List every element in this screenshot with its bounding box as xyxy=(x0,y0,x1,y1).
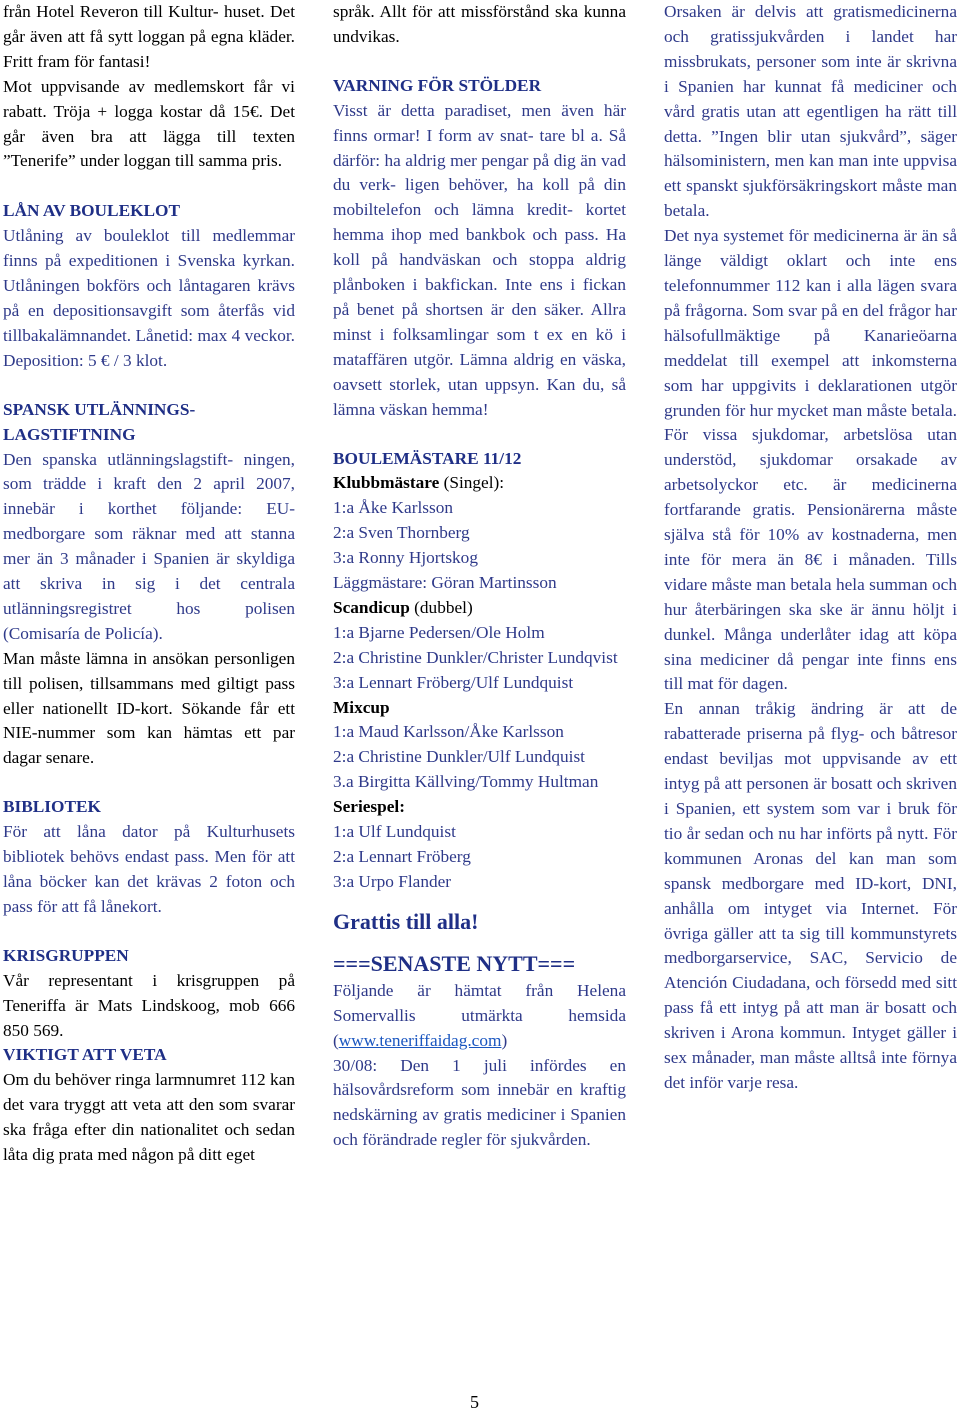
library-text: För att låna dator på Kulturhusets bibliotek behövs endast pass. Men för att låna böcker kan det krävas 2 foton och pass för att få lånekort. xyxy=(3,822,295,916)
scandi-suffix: (dubbel) xyxy=(409,597,473,617)
health-paragraph-2: Det nya systemet för medicinerna är än så länge väldigt oklart och inte ens telefonnummer 112 kan i alla lägen svara på frågorna. Som svar på en del frågor har hälsofullmäktige på Kanarieöarna meddelat till exempel att inkomsterna som har uppgivits i deklarationen utgör grunden för hur mycket man måste betala. För vissa sjukdomar, arbetslösa utan understöd, sjukdomar orsakade av arbetsolyckor etc. är medicinerna fortfarande gratis. Pensionärerna måste själva stå för 10% av kostnaderna, men inte för mera än 8€ i månaden. Tills vidare måste man betala hela summan och hur återbäringen ska ske är ännu höljt i dunkel. Många underlåter idag att köpa sina mediciner då pengar inte finns ens till mat för dagen. xyxy=(664,226,957,694)
library-heading: BIBLIOTEK xyxy=(3,797,101,817)
column-right xyxy=(664,0,957,1096)
law-text-1: Den spanska utlänningslagstift- ningen, som trädde i kraft den 2 april 2007, innebär i korthet följande: EU-medborgare som räknar med att stanna mer än 3 månader i Spanien är skyldiga att skriva in sig i det centrala utlänningsregistret hos polisen (Comisaría de Policía). xyxy=(3,449,295,643)
theft-text: Visst är detta paradiset, men även här finns ormar! I form av snat- tare bl a. Så därför: ha aldrig mer pengar på dig än vad du verk- ligen behöver, ha koll på din mobiltelefon och lämna kredit- kortet hemma ihop med bankbok och pass. Ha koll på handväskan och stoppa aldrig plånboken i bakfickan. Inte ens i fickan på benet på shortsen är den säker. Allra minst i folksamlingar som t ex en kö i mataffären utgör. Lämna aldrig en väska, oavsett storlek, utan uppsyn. Kan du, så lämna väskan hemma! xyxy=(333,100,626,419)
klubb-label: Klubbmästare xyxy=(333,473,440,493)
congrats-heading: Grattis till alla! xyxy=(333,908,479,934)
scandi-result-3: 3:a Lennart Fröberg/Ulf Lundquist xyxy=(333,672,574,692)
klubb-heading xyxy=(333,471,626,496)
boule-loan-text xyxy=(3,224,295,373)
news-intro xyxy=(333,979,626,1054)
page-number: 5 xyxy=(470,1392,479,1412)
mix-result-2: 2:a Christine Dunkler/Ulf Lundquist xyxy=(333,747,585,767)
column-middle xyxy=(333,0,626,1153)
boule-loan-text-b: Utlåningen bokförs och låntagaren krävs på en depositionsavgift som återfås vid tillbakalämnandet. xyxy=(3,276,295,345)
important-text: Om du behöver ringa larmnumret 112 kan det vara tryggt att veta att den som svarar ska fråga efter din nationalitet och sedan låta dig prata med någon på ditt eget xyxy=(3,1070,295,1165)
serie-result-2: 2:a Lennart Fröberg xyxy=(333,847,471,866)
serie-suffix: : xyxy=(399,797,405,817)
serie-result-3: 3:a Urpo Flander xyxy=(333,871,452,891)
important-heading: VIKTIGT ATT VETA xyxy=(3,1045,167,1065)
column-left xyxy=(3,0,295,1168)
klubb-result-2: 2:a Sven Thornberg xyxy=(333,523,470,543)
news-intro-a: Följande är hämtat från Helena Somervallis utmärkta hemsida ( xyxy=(333,980,626,1050)
klubb-result-3: 3:a Ronny Hjortskog xyxy=(333,548,478,568)
law-text-2: Man måste lämna in ansökan personligen till polisen, tillsammans med giltigt pass eller nationellt ID-kort. Sökande får ett NIE-nummer som kan hämtas ett par dagar senare. xyxy=(3,648,295,768)
membership-paragraph: Mot uppvisande av medlemskort får vi rabatt. Tröja + logga kostar då 15€. Det går även bra att lägga till texten ”Tenerife” under loggan till samma pris. xyxy=(3,76,295,171)
mix-heading: Mixcup xyxy=(333,697,390,717)
scandi-heading xyxy=(333,596,626,621)
serie-result-1: 1:a Ulf Lundquist xyxy=(333,822,456,842)
klubb-result-4: Läggmästare: Göran Martinsson xyxy=(333,573,557,593)
language-continuation: språk. Allt för att missförstånd ska kunna undvikas. xyxy=(333,2,626,46)
news-intro-b: ) xyxy=(501,1030,508,1050)
scandi-label: Scandicup xyxy=(333,597,410,617)
boule-loan-text-c: Lånetid: max 4 veckor. Deposition: 5 € / 3 klot. xyxy=(3,325,295,370)
boule-champions-heading: BOULEMÄSTARE 11/12 xyxy=(333,448,522,468)
news-source-link[interactable]: www.teneriffaidag.com xyxy=(338,1030,502,1050)
law-heading: SPANSK UTLÄNNINGS- LAGSTIFTNING xyxy=(3,399,196,444)
health-paragraph-3: En annan tråkig ändring är att de rabatterade priserna på flyg- och båtresor endast beviljas mot uppvisande av ett intyg på att personen är bosatt och skriven i Spanien, ett system som var i bruk för tio år sedan och nu har införts på nytt. För kommunen Aronas del kan man som spansk medborgare med ID-kort, DNI, anhålla om intyget via Internet. För övriga gäller att ta sig till kommunstyrets medborgarservice, SAC, Servicio de Atención Ciudadana, och försedd med sitt pass få ett intyg på att man är bosatt och skriven i Arona kommun. Intyget gäller i sex månader, man måste alltså inte förnya det inför varje resa. xyxy=(664,699,957,1092)
crisis-heading: KRISGRUPPEN xyxy=(3,945,129,965)
theft-heading: VARNING FÖR STÖLDER xyxy=(333,75,542,95)
crisis-text: Vår representant i krisgruppen på Teneriffa är Mats Lindskoog, mob 666 850 569. xyxy=(3,970,295,1040)
boule-loan-text-a: Utlåning av bouleklot till medlemmar finns på expeditionen i Svenska kyrkan. xyxy=(3,226,295,271)
news-text: 30/08: Den 1 juli infördes en hälsovårdsreform som innebär en kraftig nedskärning av gratis mediciner i Spanien och förändrade regler för sjukvården. xyxy=(333,1055,626,1150)
health-paragraph-1: Orsaken är delvis att gratismedicinerna och gratissjukvården i landet har missbrukats, personer som inte är skrivna i Spanien har kunnat få mediciner och vård gratis utan att egentligen ha rätt till detta. ”Ingen blir utan sjukvård”, säger hälsoministern, men kan man inte uppvisa ett spanskt sjukförsäkringskort måste man betala. xyxy=(664,2,957,221)
serie-label: Seriespel xyxy=(333,797,400,817)
serie-heading xyxy=(333,795,626,820)
boule-loan-heading: LÅN AV BOULEKLOT xyxy=(3,201,181,221)
scandi-result-1: 1:a Bjarne Pedersen/Ole Holm xyxy=(333,622,545,642)
scandi-result-2: 2:a Christine Dunkler/Christer Lundqvist xyxy=(333,647,618,667)
mix-result-1: 1:a Maud Karlsson/Åke Karlsson xyxy=(333,722,564,742)
klubb-suffix: (Singel): xyxy=(439,473,505,493)
mix-result-3: 3.a Birgitta Källving/Tommy Hultman xyxy=(333,772,599,792)
intro-paragraph: från Hotel Reveron till Kultur- huset. Det går även att få sytt loggan på egna kläder. Fritt fram för fantasi! xyxy=(3,2,295,71)
news-heading: ===SENASTE NYTT=== xyxy=(333,950,576,976)
klubb-result-1: 1:a Åke Karlsson xyxy=(333,498,453,518)
